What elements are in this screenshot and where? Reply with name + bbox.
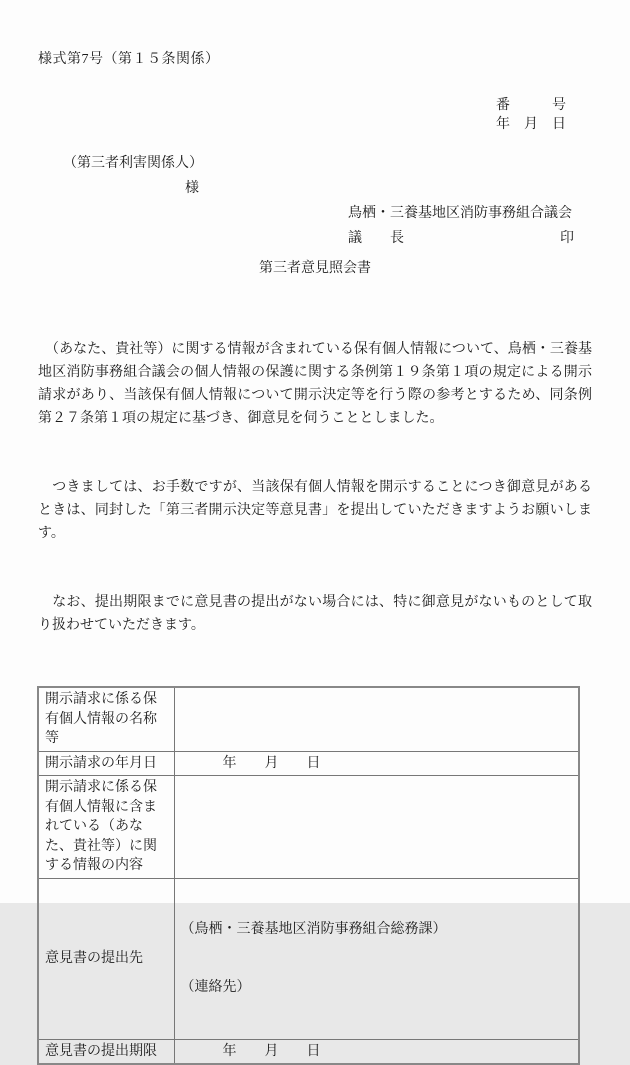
number-date-block (38, 96, 592, 134)
label-submission-deadline: 意見書の提出期限 (38, 1039, 174, 1064)
body-paragraph-1: （あなた、貴社等）に関する情報が含まれている保有個人情報について、鳥栖・三養基地区消防事務組合議会の個人情報の保護に関する条例第１９条第１項の規定による開示請求があり、当該保有個人情報について開示決定等を行う際の参考とするため、同条例第２７条第１項の規定に基づき、御意見を伺うこととしました。 (38, 342, 592, 426)
issuer-title-line (348, 226, 574, 251)
doc-number-line: 番 号 (496, 98, 566, 113)
issuer-title: 議 長 (348, 231, 404, 246)
label-request-date: 開示請求の年月日 (38, 751, 174, 776)
table-row-request-date (38, 751, 579, 776)
value-submission-destination (174, 878, 579, 1039)
label-personal-info-name: 開示請求に係る保有個人情報の名称等 (38, 687, 174, 751)
table-row-submission-destination (38, 878, 579, 1039)
body-paragraph-3: なお、提出期限までに意見書の提出がない場合には、特に御意見がないものとして取り扱わせていただきます。 (38, 595, 592, 633)
issuer-seal-mark: 印 (560, 231, 574, 246)
table-row-info-content (38, 776, 579, 879)
issuer-organization: 鳥栖・三養基地区消防事務組合議会 (348, 206, 572, 221)
table-row-personal-info-name (38, 687, 579, 751)
label-info-content: 開示請求に係る保有個人情報に含まれている（あなた、貴社等）に関する情報の内容 (38, 776, 174, 879)
body-paragraph-2: つきましては、お手数ですが、当該保有個人情報を開示することにつき御意見があるときは、同封した「第三者開示決定等意見書」を提出していただきますようお願いします。 (38, 480, 592, 541)
addressee-honorific: 様 (185, 181, 199, 196)
disclosure-request-table (37, 686, 580, 1065)
value-info-content (174, 776, 579, 879)
value-personal-info-name (174, 687, 579, 751)
addressee-block (38, 151, 592, 201)
document-title: 第三者意見照会書 (259, 261, 371, 276)
label-submission-destination: 意見書の提出先 (38, 878, 174, 1039)
submission-destination-line1: （鳥栖・三養基地区消防事務組合総務課） (180, 921, 447, 937)
value-request-date: 年 月 日 (174, 751, 579, 776)
body-text (38, 292, 592, 683)
addressee-parenthetical: （第三者利害関係人） (63, 156, 203, 171)
form-number: 様式第7号（第１５条関係） (38, 52, 220, 67)
submission-destination-line2: （連絡先） (180, 980, 251, 995)
table-row-submission-deadline (38, 1039, 579, 1064)
issuer-block (348, 201, 574, 251)
value-submission-deadline: 年 月 日 (174, 1039, 579, 1064)
doc-date-line: 年 月 日 (496, 117, 566, 132)
